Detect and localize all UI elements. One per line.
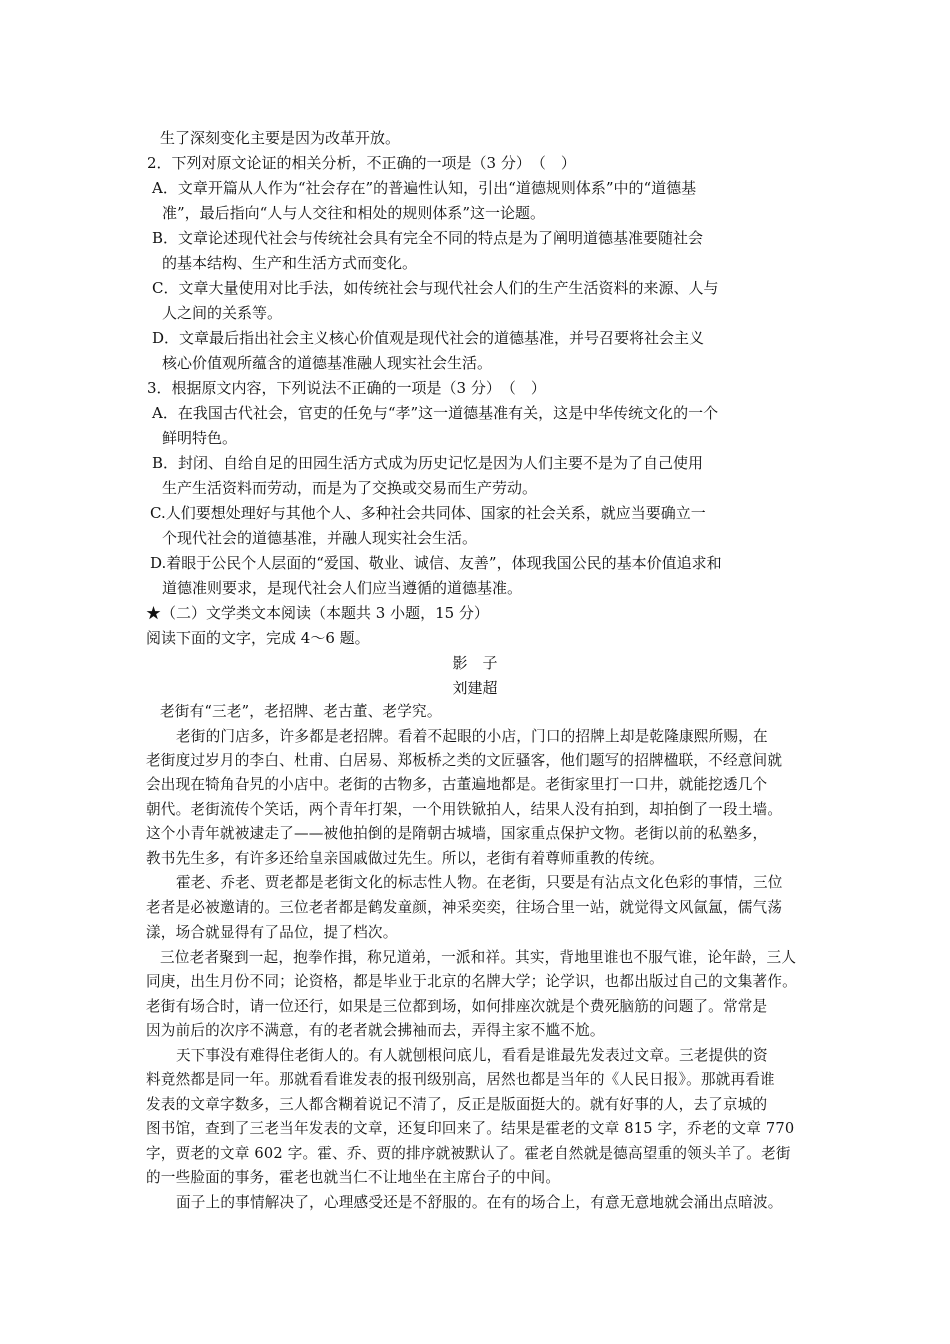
story-author: 刘建超 [452,679,498,697]
question-2-option-b: B．文章论述现代社会与传统社会具有完全不同的特点是为了阐明道德基准要随社会 [152,229,704,247]
question-3-option-b: B．封闭、自给自足的田园生活方式成为历史记忆是因为人们主要不是为了自己使用 [152,454,704,472]
question-3-option-a-cont: 鲜明特色。 [162,429,238,447]
question-3-option-c-cont: 个现代社会的道德基准，并融人现实社会生活。 [162,529,478,547]
story-line: 老街度过岁月的李白、杜甫、白居易、郑板桥之类的文匠骚客，他们题写的招牌楹联，不经意间就 [146,752,783,769]
question-3-option-d: D.着眼于公民个人层面的“爱国、敬业、诚信、友善”，体现我国公民的基本价值追求和 [150,554,722,572]
story-line: 这个小青年就被逮走了——被他拍倒的是隋朝古城墙，国家重点保护文物。老街以前的私塾多， [146,825,768,842]
story-title: 影 子 [452,654,498,672]
question-2-option-c-cont: 人之间的关系等。 [162,304,283,322]
story-line: 料竟然都是同一年。那就看看谁发表的报刊级别高，居然也都是当年的《人民日报》。那就再看谁 [146,1071,775,1088]
story-line: 因为前后的次序不满意，有的老者就会拂袖而去，弄得主家不尴不尬。 [146,1022,605,1039]
story-line: 的一些脸面的事务，霍老也就当仁不让地坐在主席台子的中间。 [146,1169,561,1186]
question-3-option-a: A．在我国古代社会，官吏的任免与“孝”这一道德基准有关，这是中华传统文化的一个 [152,404,719,422]
story-line: 老街有场合时，请一位还行，如果是三位都到场，如何排座次就是个费死脑筋的问题了。常常是 [146,998,768,1015]
story-line: 天下事没有难得住老街人的。有人就刨根问底儿，看看是谁最先发表过文章。三老提供的资 [176,1047,768,1064]
story-line: 霍老、乔老、贾老都是老街文化的标志性人物。在老街，只要是有沾点文化色彩的事情，三位 [176,874,783,891]
question-2-option-d: D．文章最后指出社会主义核心价值观是现代社会的道德基准，并号召要将社会主义 [152,329,705,347]
question-3-option-c: C.人们要想处理好与其他个人、多种社会共同体、国家的社会关系，就应当要确立一 [150,504,706,522]
question-2-option-b-cont: 的基本结构、生产和生活方式而变化。 [162,254,418,272]
story-line: 会出现在犄角旮旯的小店中。老街的古物多，古董遍地都是。老街家里打一口井，就能挖透几个 [146,776,768,793]
story-line: 老者是必被邀请的。三位老者都是鹤发童颜，神采奕奕，往场合里一站，就觉得文风氤氲，儒气荡 [146,899,783,916]
story-line: 字，贾老的文章 602 字。霍、乔、贾的排序就被默认了。霍老自然就是德高望重的领头羊了。老街 [146,1145,791,1162]
question-3-option-d-cont: 道德准则要求，是现代社会人们应当遵循的道德基准。 [162,579,523,597]
story-line: 面子上的事情解决了，心理感受还是不舒服的。在有的场合上，有意无意地就会涌出点暗波。 [176,1194,783,1211]
story-line: 老街有“三老”，老招牌、老古董、老学究。 [160,703,442,720]
section-heading: ★（二）文学类文本阅读（本题共 3 小题，15 分） [146,604,489,622]
question-2-option-d-cont: 核心价值观所蕴含的道德基准融人现实社会生活。 [162,354,493,372]
question-3-option-b-cont: 生产生活资料而劳动，而是为了交换或交易而生产劳动。 [162,479,538,497]
reading-instruction: 阅读下面的文字，完成 4～6 题。 [146,629,370,647]
question-2-option-a: A．文章开篇从人作为“社会存在”的普遍性认知，引出“道德规则体系”中的“道德基 [152,179,697,197]
story-line: 图书馆，查到了三老当年发表的文章，还复印回来了。结果是霍老的文章 815 字，乔老的文章 770 [146,1120,795,1137]
story-line: 发表的文章字数多，三人都含糊着说记不清了，反正是版面挺大的。就有好事的人，去了京城的 [146,1096,768,1113]
question-3-stem: 3．根据原文内容，下列说法不正确的一项是（3 分） （ ） [147,379,546,397]
story-line: 朝代。老街流传个笑话，两个青年打架，一个用铁锨拍人，结果人没有拍到，却拍倒了一段土墙。 [146,801,783,818]
question-2-option-a-cont: 准”，最后指向“人与人交往和相处的规则体系”这一论题。 [162,204,546,222]
story-line: 教书先生多，有许多还给皇亲国戚做过先生。所以，老街有着尊师重教的传统。 [146,850,664,867]
story-line: 三位老者聚到一起，抱拳作揖，称兄道弟，一派和祥。其实，背地里谁也不服气谁，论年龄，三人 [160,949,797,966]
question-2-stem: 2．下列对原文论证的相关分析，不正确的一项是（3 分） （ ） [147,154,576,172]
story-line: 同庚，出生月份不同；论资格，都是毕业于北京的名牌大学；论学识，也都出版过自己的文集著作。 [146,973,797,990]
story-line: 漾，场合就显得有了品位，提了档次。 [146,924,398,941]
story-line: 老街的门店多，许多都是老招牌。看着不起眼的小店，门口的招牌上却是乾隆康熙所赐，在 [176,728,768,745]
question-1-option-tail: 生了深刻变化主要是因为改革开放。 [160,129,401,147]
question-2-option-c: C．文章大量使用对比手法，如传统社会与现代社会人们的生产生活资料的来源、人与 [152,279,719,297]
